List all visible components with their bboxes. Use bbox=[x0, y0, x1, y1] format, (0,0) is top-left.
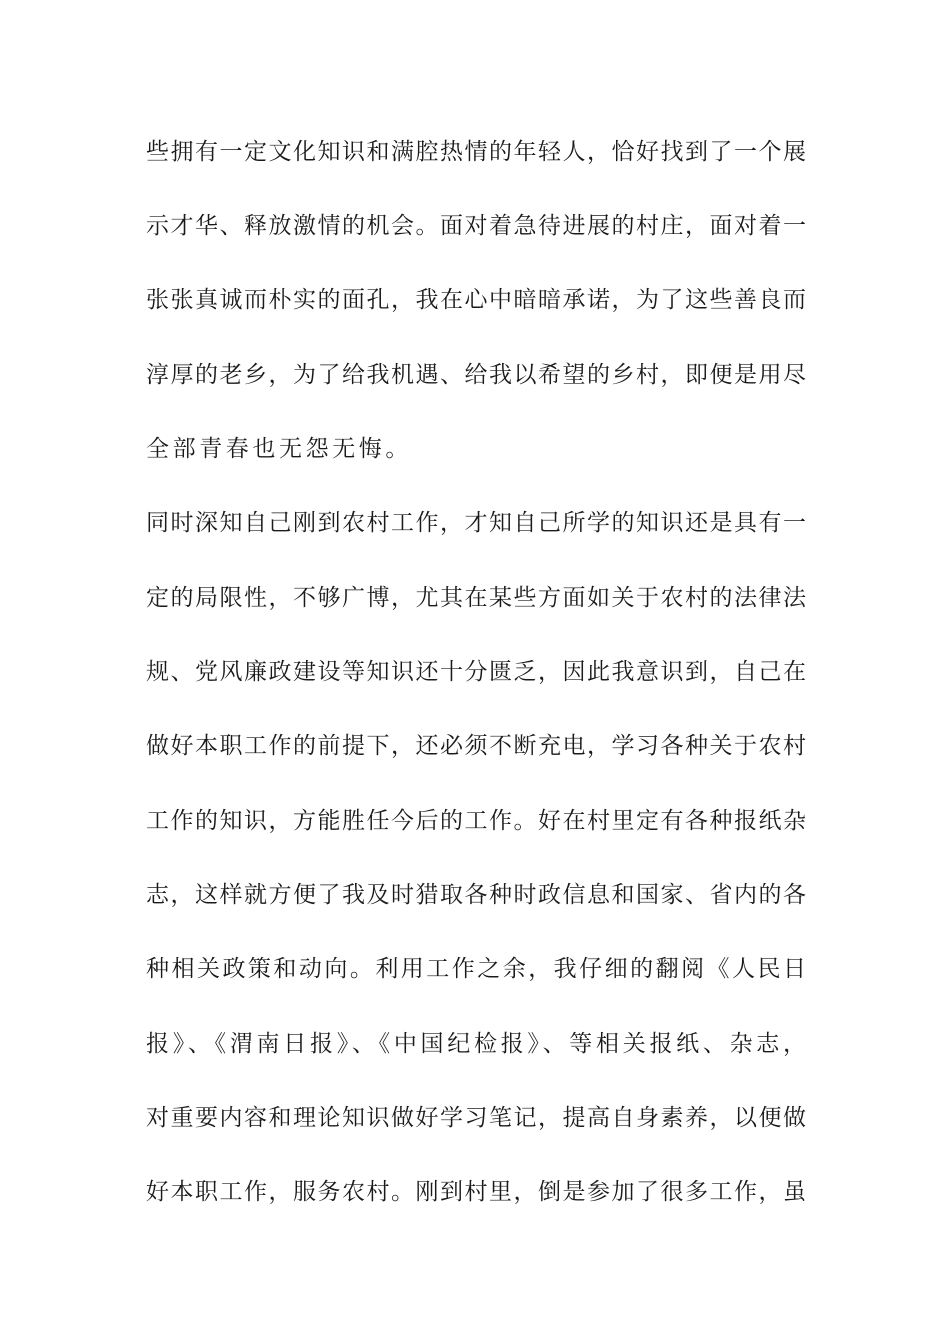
text-line: 好本职工作，服务农村。刚到村里，倒是参加了很多工作，虽 bbox=[146, 1179, 806, 1205]
text-line: 些拥有一定文化知识和满腔热情的年轻人，恰好找到了一个展 bbox=[146, 139, 806, 165]
text-line: 定的局限性，不够广博，尤其在某些方面如关于农村的法律法 bbox=[146, 585, 806, 611]
text-line: 志，这样就方便了我及时猎取各种时政信息和国家、省内的各 bbox=[146, 882, 806, 908]
text-line: 种相关政策和动向。利用工作之余，我仔细的翻阅《人民日 bbox=[146, 956, 806, 982]
text-line: 工作的知识，方能胜任今后的工作。好在村里定有各种报纸杂 bbox=[146, 808, 806, 834]
text-line: 全部青春也无怨无悔。 bbox=[146, 436, 412, 462]
text-line: 规、党风廉政建设等知识还十分匮乏，因此我意识到，自己在 bbox=[146, 659, 806, 685]
text-line: 张张真诚而朴实的面孔，我在心中暗暗承诺，为了这些善良而 bbox=[146, 287, 806, 313]
text-line: 同时深知自己刚到农村工作，才知自己所学的知识还是具有一 bbox=[146, 510, 806, 536]
text-line: 淳厚的老乡，为了给我机遇、给我以希望的乡村，即便是用尽 bbox=[146, 362, 806, 388]
text-line: 报》、《渭南日报》、《中国纪检报》、等相关报纸、杂志， bbox=[146, 1031, 806, 1057]
text-line: 对重要内容和理论知识做好学习笔记，提高自身素养，以便做 bbox=[146, 1105, 806, 1131]
text-line: 示才华、释放激情的机会。面对着急待进展的村庄，面对着一 bbox=[146, 213, 806, 239]
text-line: 做好本职工作的前提下，还必须不断充电，学习各种关于农村 bbox=[146, 733, 806, 759]
